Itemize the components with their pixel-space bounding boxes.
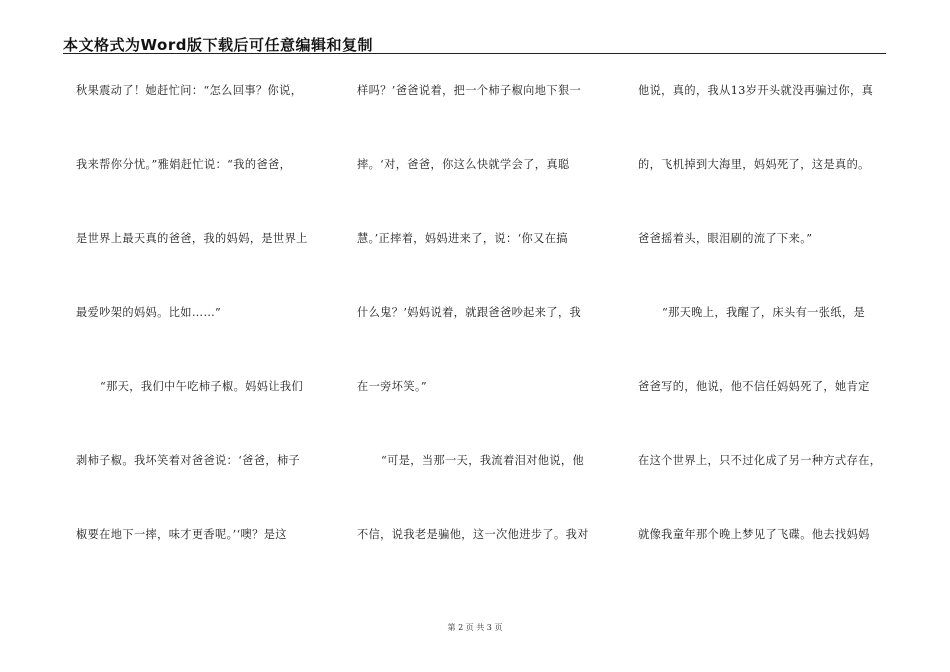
text-line: 椒要在地下一摔，味才更香呢。’‘噢？是这 — [76, 528, 287, 541]
text-line: 在这个世界上，只不过化成了另一种方式存在， — [638, 454, 882, 467]
text-line: 慧。’正摔着，妈妈进来了，说：‘你又在搞 — [357, 232, 568, 245]
text-line: 他说，真的，我从13岁开头就没再骗过你，真 — [638, 84, 874, 97]
text-column-1 — [76, 84, 321, 584]
text-column-2 — [357, 84, 602, 584]
text-column-3 — [638, 84, 888, 584]
text-line: “那天，我们中午吃柿子椒。妈妈让我们 — [100, 380, 304, 393]
page-number-footer: 第 2 页 共 3 页 — [447, 623, 503, 632]
text-line: 摔。‘对，爸爸，你这么快就学会了，真聪 — [357, 158, 570, 171]
text-line: “那天晚上，我醒了，床头有一张纸，是 — [662, 306, 866, 319]
text-line: 不信，说我老是骗他，这一次他进步了。我对 — [357, 528, 589, 541]
text-line: 的，飞机掉到大海里，妈妈死了，这是真的。 — [638, 158, 870, 171]
text-line: 爸爸摇着头，眼泪刷的流了下来。” — [638, 232, 813, 245]
text-line: 样吗？’爸爸说着，把一个柿子椒向地下狠一 — [357, 84, 582, 97]
text-line: “可是，当那一天，我流着泪对他说，他 — [381, 454, 585, 467]
header-rule — [63, 53, 886, 54]
text-line: 是世界上最天真的爸爸，我的妈妈，是世界上 — [76, 232, 308, 245]
text-line: 爸爸写的，他说，他不信任妈妈死了，她肯定 — [638, 380, 870, 393]
text-line: 我来帮你分忧。”雅娟赶忙说：“我的爸爸， — [76, 158, 292, 171]
text-line: 在一旁坏笑。” — [357, 380, 428, 393]
text-line: 剥柿子椒。我坏笑着对爸爸说：‘爸爸，柿子 — [76, 454, 301, 467]
text-line: 什么鬼？’妈妈说着，就跟爸爸吵起来了，我 — [357, 306, 582, 319]
text-line: 秋果震动了！她赶忙问：“怎么回事？你说， — [76, 84, 303, 97]
text-line: 就像我童年那个晚上梦见了飞碟。他去找妈妈 — [638, 528, 870, 541]
text-line: 最爱吵架的妈妈。比如……” — [76, 306, 222, 319]
document-header-title: 本文格式为Word版下载后可任意编辑和复制 — [63, 36, 373, 54]
